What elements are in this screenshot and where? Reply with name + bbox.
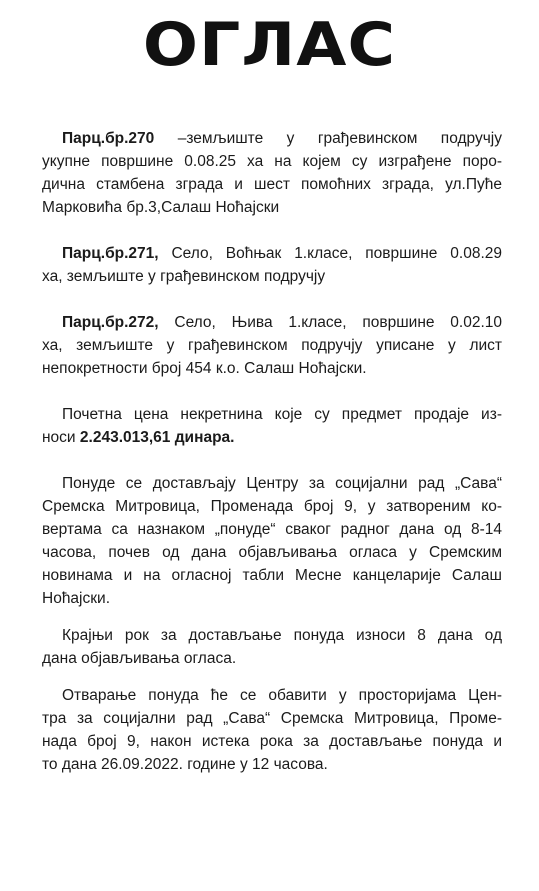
parcel-272-paragraph (42, 311, 502, 380)
parcel-271-line-2: ха, земљиште у грађевинском подручју (42, 268, 326, 285)
price-paragraph (42, 403, 502, 449)
offers-line-6: Ноћајски. (42, 590, 110, 607)
deadline-line-2: дана објављивања огласа. (42, 650, 237, 667)
price-line-2 (42, 426, 502, 449)
parcel-271-label: Парц.бр.271, (62, 245, 159, 262)
parcel-270-line-3: дична стамбена зграда и шест помоћних зграда, ул.Пуће (42, 176, 502, 193)
parcel-272-line-2: ха, земљиште у грађевинском подручју уписане у лист (42, 337, 502, 354)
parcel-272-text-1: Село, Њива 1.класе, површине 0.02.10 (158, 314, 502, 331)
parcel-272-label: Парц.бр.272, (62, 314, 159, 331)
opening-paragraph (42, 684, 502, 776)
parcel-270-line-4: Марковића бр.3,Салаш Ноћајски (42, 199, 280, 216)
notice-title: ОГЛАС (142, 10, 397, 80)
parcel-271-line-1 (42, 242, 502, 265)
offers-paragraph (42, 472, 502, 610)
price-line-1: Почетна цена некретнина које су предмет продаје из- (62, 406, 502, 423)
parcel-271-text-1: Село, Воћњак 1.класе, површине 0.08.29 (158, 245, 502, 262)
opening-line-3: нада број 9, након истека рока за достављање понуда и (42, 733, 502, 750)
deadline-paragraph (42, 624, 502, 670)
price-amount: 2.243.013,61 динара. (79, 429, 235, 446)
parcel-271-paragraph (42, 242, 502, 288)
opening-line-1: Отварање понуда ће се обавити у просторијама Цен- (62, 687, 502, 704)
offers-line-5: новинама и на огласној табли Месне канцеларије Салаш (42, 567, 502, 584)
opening-line-4: то дана 26.09.2022. године у 12 часова. (42, 756, 328, 773)
opening-line-2: тра за социјални рад „Сава“ Сремска Митровица, Проме- (42, 710, 502, 727)
offers-line-2: Сремска Митровица, Променада број 9, у затвореним ко- (42, 498, 502, 515)
deadline-line-1: Крајњи рок за достављање понуда износи 8 дана од (62, 627, 502, 644)
price-text-2: носи (42, 429, 80, 446)
notice-body (42, 127, 502, 776)
parcel-270-text-1: –земљиште у грађевинском подручју (154, 130, 502, 147)
parcel-270-label: Парц.бр.270 (62, 130, 155, 147)
offers-line-1: Понуде се достављају Центру за социјални рад „Сава“ (62, 475, 502, 492)
offers-line-4: часова, почев од дана објављивања огласа у Сремским (42, 544, 502, 561)
parcel-270-line-2: укупне површине 0.08.25 ха на којем су изграђене поро- (42, 153, 502, 170)
parcel-270-line-1 (42, 127, 502, 150)
parcel-272-line-1 (42, 311, 502, 334)
offers-line-3: вертама са назнаком „понуде“ сваког радног дана од 8-14 (42, 521, 502, 538)
parcel-272-line-3: непокретности број 454 к.о. Салаш Ноћајски. (42, 360, 367, 377)
parcel-270-paragraph (42, 127, 502, 219)
